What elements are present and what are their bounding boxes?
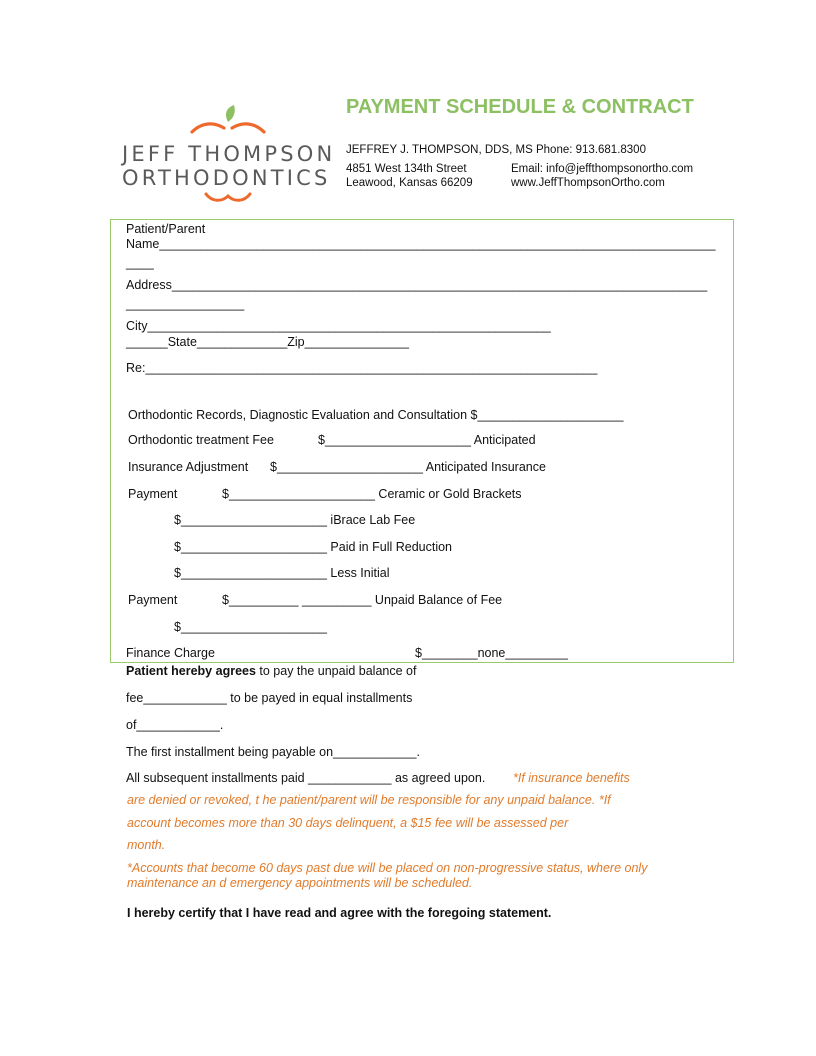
treatment-fee-label: Orthodontic treatment Fee <box>128 433 274 447</box>
past-due-note: *Accounts that become 60 days past due will be placed on non-progressive status, where only <box>127 861 648 875</box>
agreement-bold: Patient hereby agrees <box>126 664 256 678</box>
finance-label: Finance Charge <box>126 646 215 660</box>
website-link[interactable]: www.JeffThompsonOrtho.com <box>511 177 665 189</box>
logo-line-1: JEFF THOMPSON <box>122 142 336 166</box>
records-fee-field[interactable]: Orthodontic Records, Diagnostic Evaluation and Consultation $_____________________ <box>128 408 624 422</box>
apple-leaf-icon <box>188 102 268 136</box>
delinquent-note-2: month. <box>127 838 166 852</box>
address-field[interactable]: Address_____________________________________________________________________________ <box>126 278 708 292</box>
doctor-info: JEFFREY J. THOMPSON, DDS, MS Phone: 913.681.8300 <box>346 144 646 156</box>
page-title: PAYMENT SCHEDULE & CONTRACT <box>346 96 694 118</box>
fee-installments-field[interactable]: fee____________ to be payed in equal installments <box>126 691 413 705</box>
unpaid-balance-field[interactable]: $__________ __________ Unpaid Balance of Fee <box>222 593 503 607</box>
smile-icon <box>204 190 252 204</box>
of-field[interactable]: of____________. <box>126 718 224 732</box>
past-due-note-2: maintenance an d emergency appointments will be scheduled. <box>127 876 473 890</box>
name-field-cont[interactable]: ____ <box>126 256 154 270</box>
certify-statement: I hereby certify that I have read and agree with the foregoing statement. <box>127 906 552 920</box>
payment-label: Payment <box>128 487 178 501</box>
blank-dollar-field[interactable]: $_____________________ <box>174 620 327 634</box>
logo-line-2: ORTHODONTICS <box>122 166 331 190</box>
treatment-fee-field[interactable]: $_____________________ Anticipated <box>318 433 536 447</box>
insurance-label: Insurance Adjustment <box>128 460 249 474</box>
insurance-field[interactable]: $_____________________ Anticipated Insurance <box>270 460 546 474</box>
email-link[interactable]: Email: info@jeffthompsonortho.com <box>511 163 694 175</box>
first-installment-field[interactable]: The first installment being payable on____________. <box>126 745 420 759</box>
street-address: 4851 West 134th Street <box>346 163 467 175</box>
insurance-note: *If insurance benefits <box>513 771 630 785</box>
insurance-note-2: are denied or revoked, t he patient/parent will be responsible for any unpaid balance. *If <box>127 793 611 807</box>
agreement-rest: to pay the unpaid balance of <box>255 664 417 678</box>
finance-field[interactable]: $________none_________ <box>415 646 568 660</box>
less-initial-field[interactable]: $_____________________ Less Initial <box>174 566 390 580</box>
city-address: Leawood, Kansas 66209 <box>346 177 473 189</box>
state-zip-field[interactable]: ______State_____________Zip_______________ <box>126 335 409 349</box>
city-field[interactable]: City__________________________________________________________ <box>126 319 551 333</box>
patient-label: Patient/Parent <box>126 222 206 236</box>
brackets-field[interactable]: $_____________________ Ceramic or Gold Brackets <box>222 487 522 501</box>
ibrace-field[interactable]: $_____________________ iBrace Lab Fee <box>174 513 416 527</box>
re-field[interactable]: Re:_________________________________________________________________ <box>126 361 598 375</box>
subsequent-installments-field[interactable]: All subsequent installments paid ____________ as agreed upon. <box>126 771 486 785</box>
paid-full-field[interactable]: $_____________________ Paid in Full Reduction <box>174 540 453 554</box>
payment2-label: Payment <box>128 593 178 607</box>
name-field[interactable]: Name________________________________________________________________________________ <box>126 237 716 251</box>
agreement-intro <box>126 664 416 678</box>
delinquent-note: account becomes more than 30 days delinquent, a $15 fee will be assessed per <box>127 816 569 830</box>
address-field-cont[interactable]: _________________ <box>126 297 245 311</box>
